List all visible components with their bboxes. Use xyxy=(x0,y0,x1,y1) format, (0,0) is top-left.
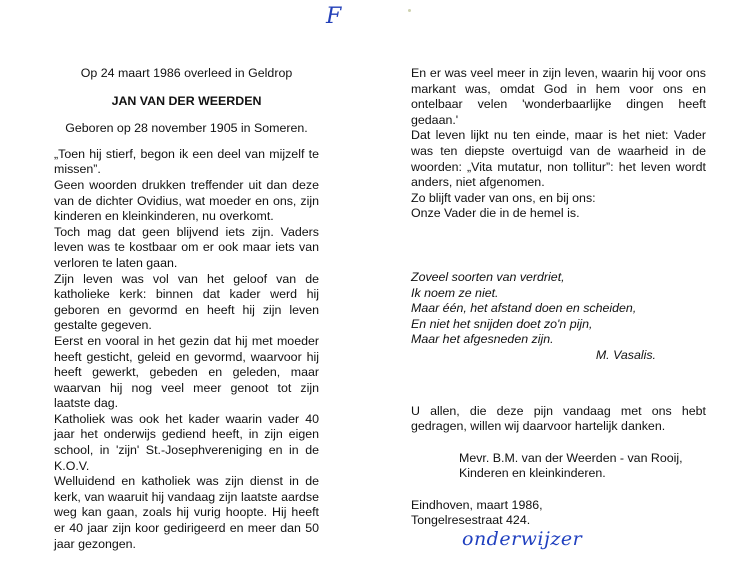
poem-line: Ik noem ze niet. xyxy=(411,285,499,300)
paragraph: Geen woorden drukken treffender uit dan deze van de dichter Ovidius, wat moeder en ons, zijn kinderen en kleinkinderen, nu overkomt. xyxy=(54,177,319,224)
signature-line: Kinderen en kleinkinderen. xyxy=(459,466,606,481)
poet-attribution: M. Vasalis. xyxy=(595,347,656,362)
place-date-block xyxy=(411,498,706,529)
poem-line: Zoveel soorten van verdriet, xyxy=(411,269,565,284)
paragraph: Toch mag dat geen blijvend iets zijn. Vaders leven was te kostbaar om er ook maar iets van verloren te laten gaan. xyxy=(54,224,319,270)
handwritten-letter-mark: F xyxy=(326,4,342,29)
left-column xyxy=(54,66,319,552)
closing-thanks: U allen, die deze pijn vandaag met ons hebt gedragen, willen wij daarvoor hartelijk danken. xyxy=(411,403,706,434)
signature-block xyxy=(411,451,706,482)
paragraph: „Toen hij stierf, begon ik een deel van mijzelf te missen”. xyxy=(54,146,319,177)
poem-line: En niet het snijden doet zo'n pijn, xyxy=(411,316,593,331)
speck xyxy=(408,9,411,12)
poem xyxy=(411,270,706,364)
paragraph: Zo blijft vader van ons, en bij ons: xyxy=(411,190,596,205)
paragraph: Welluidend en katholiek was zijn dienst in de kerk, van waaruit hij vandaag zijn laatste aardse weg kan gaan, zoals hij vurig hoopte. Hij heeft er 40 jaar zijn koor gedirigeerd en meer dan 50 jaar gezongen. xyxy=(54,474,319,551)
paragraph: Onze Vader die in de hemel is. xyxy=(411,206,580,221)
paragraph: En er was veel meer in zijn leven, waarin hij voor ons markant was, omdat God in hem voor ons en ontelbaar velen 'wonderbaarlijke dingen heeft gedaan.' xyxy=(411,66,706,127)
paragraph: Dat leven lijkt nu ten einde, maar is het niet: Vader was ten diepste overtuigd van de waarheid in de woorden: „Vita mutatur, non tollitur”: het leven wordt anders, niet afgenomen. xyxy=(411,128,706,190)
deceased-name: JAN VAN DER WEERDEN xyxy=(111,93,262,108)
poem-line: Maar één, het afstand doen en scheiden, xyxy=(411,301,637,316)
place-date: Eindhoven, maart 1986, xyxy=(411,497,543,512)
handwritten-occupation-note: onderwijzer xyxy=(462,528,583,550)
signature-line: Mevr. B.M. van der Weerden - van Rooij, xyxy=(459,450,683,465)
address: Tongelresestraat 424. xyxy=(411,513,531,528)
death-notice-intro: Op 24 maart 1986 overleed in Geldrop xyxy=(80,66,293,80)
paragraph: Eerst en vooral in het gezin dat hij met moeder heeft gesticht, geleid en gevormd, waarvoor hij heeft gewerkt, gebeden en geleden, maar waarvan hij nog veel meer genoot tot zijn laatste dag. xyxy=(54,333,319,411)
birth-line: Geboren op 28 november 1905 in Someren. xyxy=(65,121,308,136)
paragraph: Katholiek was ook het kader waarin vader 40 jaar het onderwijs gediend heeft, in zijn eigen school, in 'zijn' St.-Josephvereniging en in de K.O.V. xyxy=(54,411,319,473)
paragraph: Zijn leven was vol van het geloof van de katholieke kerk: binnen dat kader werd hij geboren en gevormd en heeft hij zijn leven gestalte gegeven. xyxy=(54,271,319,333)
right-column xyxy=(411,66,706,529)
poem-line: Maar het afgesneden zijn. xyxy=(411,332,554,347)
